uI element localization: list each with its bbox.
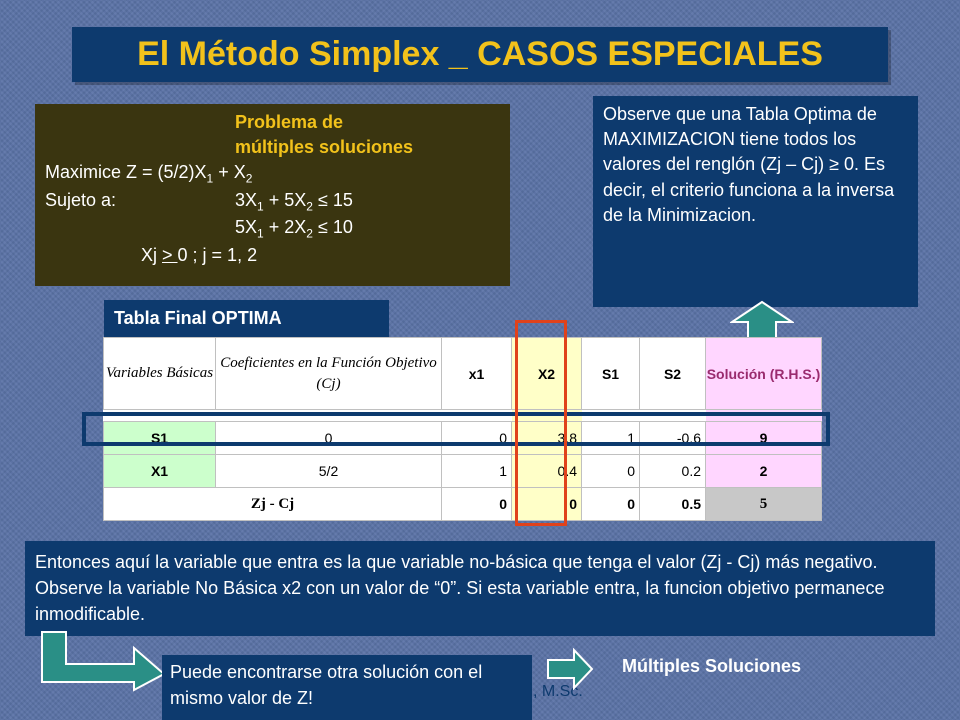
table-label: Tabla Final OPTIMA [104,300,389,337]
table-row [104,455,822,488]
row-solution: 2 [706,455,822,488]
zj-cj-label: Zj - Cj [104,488,442,521]
header-s1: S1 [582,338,640,410]
table-header-row [104,338,822,410]
zj-solution: 5 [706,488,822,521]
row-s2: -0.6 [640,422,706,455]
row-x2: 0.4 [512,455,582,488]
zj-s2: 0.5 [640,488,706,521]
row-highlight-frame [82,412,830,446]
row-s1: 0 [582,455,640,488]
slide-title: El Método Simplex _ CASOS ESPECIALES [72,27,888,82]
elbow-arrow-icon [38,630,168,692]
maximization-note: Observe que una Tabla Optima de MAXIMIZACION tiene todos los valores del renglón (Zj – Cj) ≥ 0. Es decir, el criterio funciona a la inversa de la Minimizacion. [593,96,918,307]
header-coefficients: Coeficientes en la Función Objetivo (Cj) [216,338,442,410]
row-basic: S1 [104,422,216,455]
objective-function: Maximice $Z = (5/2)X_1 + X_2$ [45,162,253,186]
header-x2: X2 [512,338,582,410]
nonnegativity: Xj > 0 ; j = 1, 2 [141,244,258,265]
column-highlight-frame [515,320,567,526]
author-credit: , M.Sc. [533,683,583,700]
row-s1: 1 [582,422,640,455]
header-solution: Solución (R.H.S.) [706,338,822,410]
header-basic-variables: Variables Básicas [104,338,216,410]
row-solution: 9 [706,422,822,455]
problem-heading-1: Problema de [235,112,344,132]
right-arrow-icon [546,648,594,690]
subject-to-label: Sujeto a: [45,189,117,210]
problem-heading-2: múltiples soluciones [235,137,414,158]
zj-x2: 0 [512,488,582,521]
row-coef: 5/2 [216,455,442,488]
row-x1: 0 [442,422,512,455]
explanation-box: Entonces aquí la variable que entra es la que variable no-básica que tenga el valor (Zj - Cj) más negativo. Observe la variable No Básica x2 con un valor de “0”. Si esta variable entra, la funcion objetivo permanece inmodificable. [25,541,935,636]
result-box: Puede encontrarse otra solución con el mismo valor de Z! [162,655,532,720]
row-s2: 0.2 [640,455,706,488]
constraint-1: Sujeto a: $3X_1 + 5X_2 \le 15$ [45,189,353,214]
row-x2: 3.8 [512,422,582,455]
problem-box [35,104,510,286]
row-x1: 1 [442,455,512,488]
row-coef: 0 [216,422,442,455]
zj-s1: 0 [582,488,640,521]
header-x1: x1 [442,338,512,410]
header-s2: S2 [640,338,706,410]
zj-x1: 0 [442,488,512,521]
zj-cj-row [104,488,822,521]
constraint-2: $5X_1 + 2X_2 \le 10$ [235,217,353,241]
row-basic: X1 [104,455,216,488]
multiple-solutions-label: Múltiples Soluciones [622,656,802,676]
